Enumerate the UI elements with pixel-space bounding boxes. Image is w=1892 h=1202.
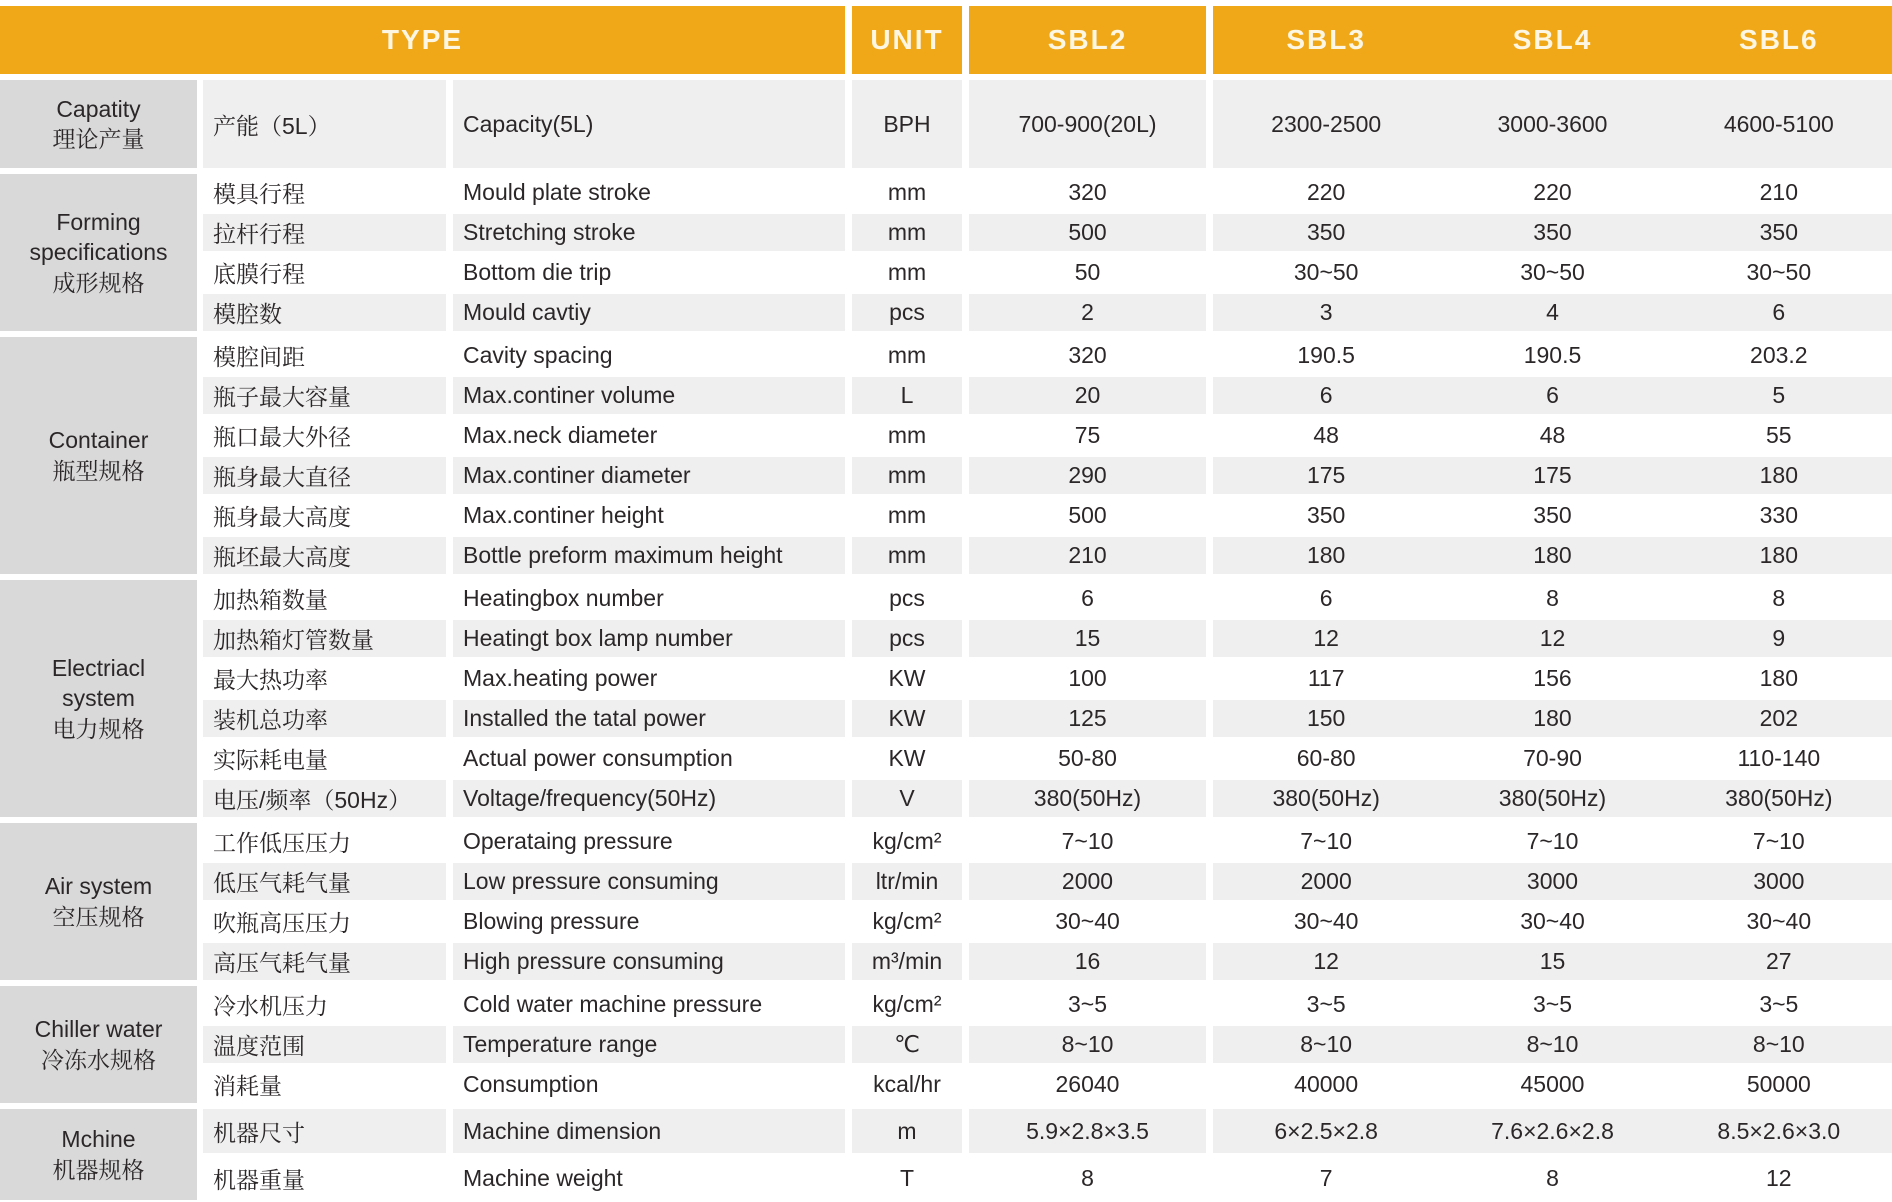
- value-sbl2: 50-80: [969, 740, 1206, 777]
- value-group: [1213, 700, 1892, 737]
- group-label-cn: 冷冻水规格: [41, 1046, 156, 1073]
- value-sbl2: 8~10: [969, 1026, 1206, 1063]
- value-sbl3: 150: [1306, 705, 1346, 731]
- value-sbl4: 8: [1546, 1164, 1559, 1191]
- value-sbl6: 55: [1766, 422, 1792, 448]
- row-unit: mm: [852, 417, 962, 454]
- value-sbl6: 50000: [1746, 1071, 1811, 1097]
- value-sbl6: 203.2: [1750, 342, 1808, 368]
- spec-group: [0, 80, 1892, 168]
- row-label-en: Bottom die trip: [453, 254, 845, 291]
- value-sbl3: 380(50Hz): [1272, 785, 1380, 811]
- value-sbl3: 220: [1306, 179, 1346, 205]
- value-sbl2: 2000: [969, 863, 1206, 900]
- value-sbl6: 180: [1759, 542, 1798, 568]
- value-sbl4: 350: [1533, 219, 1572, 245]
- value-sbl6: 350: [1759, 219, 1798, 245]
- row-unit: m: [852, 1109, 962, 1153]
- value-group: [1213, 214, 1892, 251]
- row-label-en: Mould plate stroke: [453, 174, 845, 211]
- value-sbl3: 190.5: [1297, 342, 1355, 368]
- value-sbl4: 3000: [1526, 868, 1579, 894]
- table-body: [0, 80, 1892, 1200]
- row-unit: mm: [852, 214, 962, 251]
- row-label-cn: 冷水机压力: [203, 986, 446, 1023]
- value-sbl4: 4: [1546, 299, 1559, 325]
- row-label-cn: 机器重量: [203, 1156, 446, 1200]
- value-group: [1213, 986, 1892, 1023]
- row-unit: ℃: [852, 1026, 962, 1063]
- row-label-en: Stretching stroke: [453, 214, 845, 251]
- value-sbl6: 30~40: [1746, 908, 1812, 934]
- value-group: [1213, 1066, 1892, 1103]
- value-sbl4: 175: [1533, 462, 1572, 488]
- row-label-cn: 消耗量: [203, 1066, 446, 1103]
- value-sbl2: 26040: [969, 1066, 1206, 1103]
- value-sbl4: 30~50: [1520, 259, 1585, 285]
- value-sbl3: 12: [1313, 625, 1339, 651]
- group-label-cell: [0, 823, 197, 980]
- value-sbl6: 8: [1772, 585, 1786, 611]
- row-unit: mm: [852, 457, 962, 494]
- header-model-sbl6: SBL6: [1739, 24, 1819, 55]
- value-sbl4: 7.6×2.6×2.8: [1491, 1117, 1614, 1144]
- value-sbl2: 30~40: [969, 903, 1206, 940]
- row-unit: mm: [852, 497, 962, 534]
- value-sbl4: 380(50Hz): [1498, 785, 1607, 811]
- row-unit: BPH: [852, 80, 962, 168]
- row-label-en: Max.continer diameter: [453, 457, 845, 494]
- value-sbl3: 8~10: [1300, 1031, 1353, 1057]
- group-label-en: Capatity: [56, 95, 141, 122]
- group-label-cn: 机器规格: [52, 1156, 145, 1183]
- value-sbl3: 175: [1306, 462, 1346, 488]
- row-label-en: Temperature range: [453, 1026, 845, 1063]
- row-label-en: Heatingt box lamp number: [453, 620, 845, 657]
- value-group: [1213, 497, 1892, 534]
- value-sbl2: 2: [969, 294, 1206, 331]
- row-label-en: Cold water machine pressure: [453, 986, 845, 1023]
- value-sbl6: 4600-5100: [1723, 110, 1834, 137]
- value-group: [1213, 377, 1892, 414]
- value-sbl4: 15: [1539, 948, 1566, 974]
- row-unit: kg/cm²: [852, 903, 962, 940]
- value-sbl3: 12: [1313, 948, 1339, 974]
- row-label-cn: 电压/频率（50Hz）: [203, 780, 446, 817]
- row-unit: pcs: [852, 294, 962, 331]
- row-label-cn: 机器尺寸: [203, 1109, 446, 1153]
- value-sbl3: 3~5: [1306, 991, 1346, 1017]
- header-model-sbl4: SBL4: [1512, 24, 1593, 55]
- value-sbl4: 220: [1533, 179, 1572, 205]
- value-sbl6: 3000: [1753, 868, 1805, 894]
- row-unit: mm: [852, 254, 962, 291]
- value-sbl4: 156: [1533, 665, 1572, 691]
- row-label-cn: 模具行程: [203, 174, 446, 211]
- value-sbl3: 350: [1306, 219, 1346, 245]
- row-label-en: Mould cavtiy: [453, 294, 845, 331]
- row-unit: T: [852, 1156, 962, 1200]
- value-sbl2: 380(50Hz): [969, 780, 1206, 817]
- row-unit: V: [852, 780, 962, 817]
- header-model-sbl2: SBL2: [969, 6, 1206, 74]
- value-sbl3: 40000: [1294, 1071, 1359, 1097]
- value-sbl3: 6: [1319, 585, 1333, 611]
- header-type: TYPE: [0, 6, 845, 74]
- row-label-en: Consumption: [453, 1066, 845, 1103]
- row-unit: KW: [852, 660, 962, 697]
- row-label-en: Cavity spacing: [453, 337, 845, 374]
- value-sbl4: 70-90: [1523, 745, 1582, 771]
- row-label-cn: 温度范围: [203, 1026, 446, 1063]
- group-label-en: Electriacl system: [51, 654, 146, 712]
- value-sbl2: 100: [969, 660, 1206, 697]
- value-sbl4: 8: [1546, 585, 1559, 611]
- group-label-cn: 成形规格: [52, 269, 145, 296]
- value-sbl3: 350: [1306, 502, 1346, 528]
- row-label-cn: 工作低压压力: [203, 823, 446, 860]
- row-label-cn: 瓶子最大容量: [203, 377, 446, 414]
- row-label-en: Installed the tatal power: [453, 700, 845, 737]
- spec-group: [0, 823, 1892, 980]
- row-label-en: Machine weight: [453, 1156, 845, 1200]
- group-label-cell: [0, 1109, 197, 1200]
- value-group: [1213, 780, 1892, 817]
- value-sbl6: 12: [1766, 1164, 1792, 1191]
- value-sbl2: 500: [969, 497, 1206, 534]
- value-group: [1213, 580, 1892, 617]
- value-sbl4: 180: [1533, 542, 1572, 568]
- group-label-en: Air system: [44, 873, 153, 900]
- value-sbl6: 5: [1772, 382, 1786, 408]
- value-group: [1213, 337, 1892, 374]
- value-sbl6: 30~50: [1746, 259, 1812, 285]
- header-unit: UNIT: [852, 6, 962, 74]
- header-model-sbl3: SBL3: [1286, 24, 1366, 55]
- row-label-cn: 瓶坯最大高度: [203, 537, 446, 574]
- group-label-en: Chiller water: [34, 1016, 163, 1043]
- value-group: [1213, 457, 1892, 494]
- row-label-en: Max.neck diameter: [453, 417, 845, 454]
- value-sbl6: 27: [1766, 948, 1792, 974]
- row-unit: mm: [852, 174, 962, 211]
- header-models-group: [1213, 6, 1892, 74]
- value-sbl4: 6: [1546, 382, 1559, 408]
- value-sbl4: 190.5: [1523, 342, 1582, 368]
- value-sbl3: 60-80: [1296, 745, 1356, 771]
- value-sbl4: 3000-3600: [1497, 110, 1608, 137]
- value-group: [1213, 660, 1892, 697]
- value-sbl4: 8~10: [1526, 1031, 1579, 1057]
- value-sbl6: 7~10: [1752, 828, 1805, 854]
- row-label-cn: 最大热功率: [203, 660, 446, 697]
- spec-group: [0, 580, 1892, 817]
- spec-group: [0, 986, 1892, 1103]
- group-label-cn: 空压规格: [52, 903, 145, 930]
- group-label-en: Container: [48, 427, 149, 454]
- value-sbl6: 9: [1772, 625, 1786, 651]
- value-sbl6: 380(50Hz): [1725, 785, 1833, 811]
- value-sbl2: 50: [969, 254, 1206, 291]
- value-sbl6: 110-140: [1737, 745, 1821, 771]
- row-label-cn: 瓶口最大外径: [203, 417, 446, 454]
- row-label-en: Operataing pressure: [453, 823, 845, 860]
- row-label-cn: 瓶身最大高度: [203, 497, 446, 534]
- value-sbl3: 30~50: [1293, 259, 1359, 285]
- row-label-cn: 模腔间距: [203, 337, 446, 374]
- value-sbl2: 7~10: [969, 823, 1206, 860]
- row-label-en: Max.continer height: [453, 497, 845, 534]
- value-sbl2: 125: [969, 700, 1206, 737]
- value-sbl6: 330: [1759, 502, 1798, 528]
- value-group: [1213, 943, 1892, 980]
- value-sbl4: 7~10: [1526, 828, 1579, 854]
- value-sbl4: 350: [1533, 502, 1572, 528]
- value-sbl6: 180: [1759, 665, 1798, 691]
- value-sbl3: 30~40: [1293, 908, 1359, 934]
- group-label-cn: 理论产量: [52, 126, 145, 152]
- row-unit: kcal/hr: [852, 1066, 962, 1103]
- group-label-en: Mchine: [61, 1126, 136, 1153]
- value-group: [1213, 254, 1892, 291]
- value-sbl4: 30~40: [1520, 908, 1585, 934]
- row-label-en: Max.continer volume: [453, 377, 845, 414]
- row-label-cn: 高压气耗气量: [203, 943, 446, 980]
- value-sbl4: 48: [1539, 422, 1566, 448]
- value-group: [1213, 1026, 1892, 1063]
- value-group: [1213, 417, 1892, 454]
- group-label-cell: [0, 174, 197, 331]
- group-label-cell: [0, 337, 197, 574]
- value-sbl2: 500: [969, 214, 1206, 251]
- value-sbl2: 320: [969, 337, 1206, 374]
- value-group: [1213, 863, 1892, 900]
- value-sbl6: 6: [1772, 299, 1786, 325]
- value-sbl2: 700-900(20L): [969, 80, 1206, 168]
- value-group: [1213, 740, 1892, 777]
- row-unit: KW: [852, 740, 962, 777]
- value-sbl3: 180: [1306, 542, 1346, 568]
- value-sbl6: 180: [1759, 462, 1798, 488]
- row-unit: pcs: [852, 580, 962, 617]
- value-group: [1213, 823, 1892, 860]
- spec-group: [0, 337, 1892, 574]
- row-unit: ltr/min: [852, 863, 962, 900]
- value-sbl3: 2300-2500: [1271, 110, 1382, 137]
- value-sbl4: 45000: [1520, 1071, 1585, 1097]
- value-group: [1213, 294, 1892, 331]
- value-sbl3: 6×2.5×2.8: [1274, 1117, 1378, 1144]
- value-group: [1213, 1156, 1892, 1200]
- value-sbl6: 8.5×2.6×3.0: [1717, 1117, 1841, 1144]
- value-sbl6: 3~5: [1759, 991, 1799, 1017]
- value-sbl3: 7~10: [1300, 828, 1353, 854]
- row-unit: kg/cm²: [852, 823, 962, 860]
- value-sbl2: 6: [969, 580, 1206, 617]
- value-sbl4: 3~5: [1532, 991, 1572, 1017]
- row-label-en: Capacity(5L): [453, 80, 845, 168]
- value-sbl6: 202: [1759, 705, 1798, 731]
- row-unit: pcs: [852, 620, 962, 657]
- row-label-cn: 加热箱数量: [203, 580, 446, 617]
- value-group: [1213, 174, 1892, 211]
- row-unit: kg/cm²: [852, 986, 962, 1023]
- row-label-en: Actual power consumption: [453, 740, 845, 777]
- value-sbl6: 210: [1759, 179, 1798, 205]
- row-unit: KW: [852, 700, 962, 737]
- row-label-cn: 加热箱灯管数量: [203, 620, 446, 657]
- value-sbl2: 5.9×2.8×3.5: [969, 1109, 1206, 1153]
- group-label-cell: [0, 80, 197, 168]
- value-sbl2: 320: [969, 174, 1206, 211]
- value-sbl2: 16: [969, 943, 1206, 980]
- row-label-en: Bottle preform maximum height: [453, 537, 845, 574]
- value-group: [1213, 903, 1892, 940]
- value-sbl2: 210: [969, 537, 1206, 574]
- row-label-cn: 瓶身最大直径: [203, 457, 446, 494]
- row-label-en: Heatingbox number: [453, 580, 845, 617]
- row-label-en: Blowing pressure: [453, 903, 845, 940]
- value-group: [1213, 80, 1892, 168]
- value-group: [1213, 537, 1892, 574]
- value-sbl2: 8: [969, 1156, 1206, 1200]
- group-label-cn: 电力规格: [52, 715, 145, 742]
- row-label-cn: 实际耗电量: [203, 740, 446, 777]
- spec-group: [0, 174, 1892, 331]
- value-sbl4: 12: [1539, 625, 1566, 651]
- value-sbl3: 3: [1319, 299, 1333, 325]
- group-label-cell: [0, 580, 197, 817]
- value-sbl6: 8~10: [1752, 1031, 1805, 1057]
- row-label-cn: 模腔数: [203, 294, 446, 331]
- value-sbl2: 20: [969, 377, 1206, 414]
- row-unit: mm: [852, 537, 962, 574]
- row-unit: L: [852, 377, 962, 414]
- row-label-cn: 装机总功率: [203, 700, 446, 737]
- row-label-cn: 产能（5L）: [203, 80, 446, 168]
- row-label-cn: 吹瓶高压压力: [203, 903, 446, 940]
- group-label-en: Forming specifications: [29, 208, 168, 266]
- row-label-en: Max.heating power: [453, 660, 845, 697]
- spec-group: [0, 1109, 1892, 1200]
- row-unit: m³/min: [852, 943, 962, 980]
- table-header: [0, 6, 1892, 74]
- row-label-cn: 底膜行程: [203, 254, 446, 291]
- row-unit: mm: [852, 337, 962, 374]
- row-label-cn: 低压气耗气量: [203, 863, 446, 900]
- value-sbl3: 7: [1319, 1164, 1333, 1191]
- value-sbl3: 2000: [1300, 868, 1352, 894]
- value-sbl2: 75: [969, 417, 1206, 454]
- row-label-cn: 拉杆行程: [203, 214, 446, 251]
- value-sbl2: 15: [969, 620, 1206, 657]
- group-label-cell: [0, 986, 197, 1103]
- value-group: [1213, 620, 1892, 657]
- value-sbl3: 6: [1319, 382, 1333, 408]
- row-label-en: Voltage/frequency(50Hz): [453, 780, 845, 817]
- value-group: [1213, 1109, 1892, 1153]
- value-sbl2: 290: [969, 457, 1206, 494]
- value-sbl3: 48: [1313, 422, 1339, 448]
- row-label-en: High pressure consuming: [453, 943, 845, 980]
- row-label-en: Low pressure consuming: [453, 863, 845, 900]
- value-sbl2: 3~5: [969, 986, 1206, 1023]
- group-label-cn: 瓶型规格: [52, 457, 145, 484]
- value-sbl4: 180: [1533, 705, 1572, 731]
- row-label-en: Machine dimension: [453, 1109, 845, 1153]
- value-sbl3: 117: [1307, 665, 1345, 691]
